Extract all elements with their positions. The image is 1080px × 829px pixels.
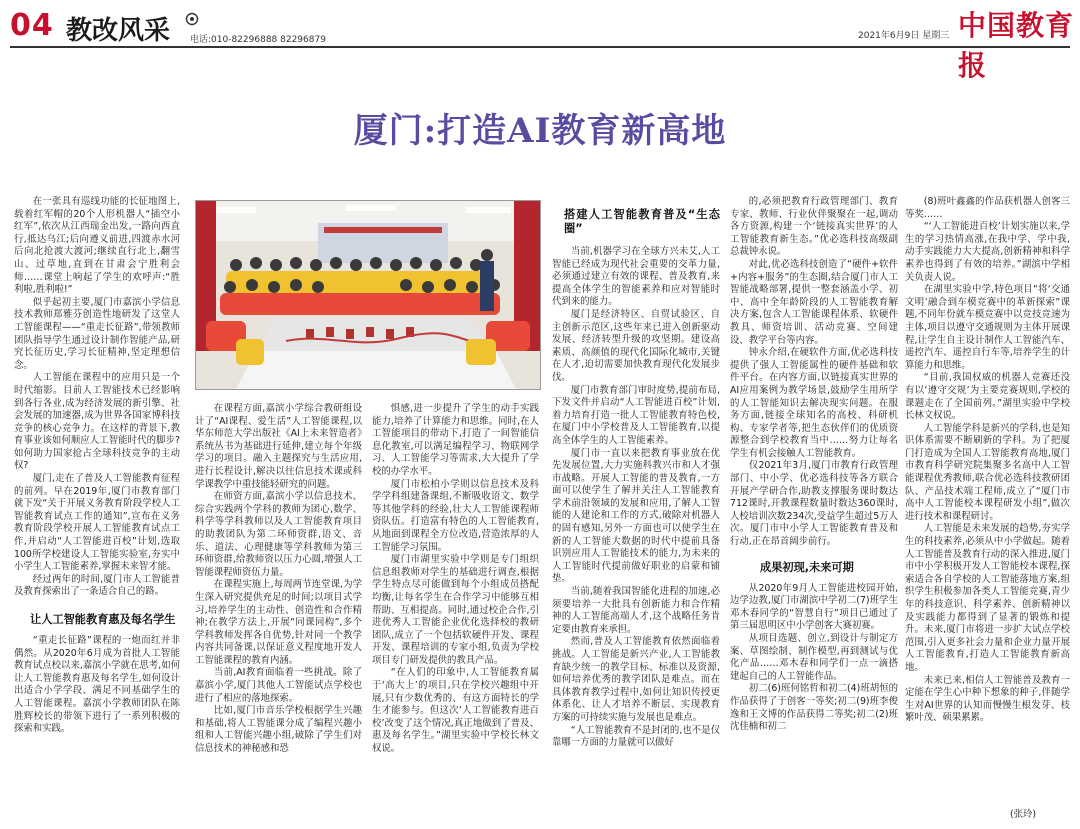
- paragraph: 厦门,走在了普及人工智能教育征程的前列。早在2019年,厦门市教育部门就下发“关于开展义务教育阶段学校人工智能教育试点工作的通知”,宣布在义务教育阶段学校开展人工智能教育试点工作,并启动“人工智能进百校”计划,选取100所学校建设人工智能实验室,夯实中小学生人工智能素养,掌握未来智才能。: [14, 473, 180, 573]
- paragraph: “‘人工智能进百校’计划实施以来,学生的学习热情高涨,在我中学、学中我,动手实践能力大大提高,创新精神和科学素养也得到了有效的培养。”湖滨中学相关负责人说。: [905, 221, 1070, 283]
- paragraph: 厦门市教育部门审时度势,提前布局,下发文件并启动“人工智能进百校”计划,着力培育打造一批人工智能教育特色校,在厦门中小学校普及人工智能教育,以提高全体学生的人工智能素养。: [552, 384, 720, 446]
- paragraph: 从项目选题、创立,到设计与制定方案、草图绘制、制作模型,再到测试与优化产品……邓木春和同学们一点一滴搭建起自己的人工智能作品。: [730, 633, 898, 682]
- article-column-3: [372, 403, 539, 813]
- paragraph: 在一张具有巡线功能的长征地图上,载着红军帽的20个人形机器人“插空小红军”,依次从江西瑞金出发,一路向西直行,抵达乌江;后向遵义前进,四渡赤水河后向北抢渡大渡河;继续直行北上,翻雪山、过草地,直到在甘肃会宁胜利会师……课堂上响起了学生的欢呼声:“胜利啦,胜利啦!”: [14, 196, 180, 296]
- paragraph: 人工智能是未来发展的趋势,夯实学生的科技素养,必须从中小学做起。随着人工智能普及教育行动的深入推进,厦门市中小学积极开发人工智能校本课程,探索适合各自学校的人工智能落地方案,组织学生积极参加各类人工智能竞赛,青少年的科技意识、科学素养、创新精神以及实践能力都得到了显著的锻炼和提升。未来,厦门市将进一步扩大试点学校范围,引入更多社会力量和企业力量开展人工智能教育,打造人工智能教育新高地。: [905, 523, 1070, 673]
- article-column-5: [730, 196, 898, 816]
- subheading: 搭建人工智能教育普及“生态圈”: [564, 208, 720, 235]
- paragraph: 对此,优必选科技创造了“硬件+软件+内容+服务”的生态圈,结合厦门市人工智能战略部署,提供一整套涵盖小学、初中、高中全年龄阶段的人工智能教育解决方案,包含人工智能课程体系、软硬件教具、师资培训、活动竞赛、空间建设、教学平台等内容。: [730, 258, 898, 346]
- article-headline: 厦门:打造AI教育新高地: [353, 111, 727, 151]
- article-column-1: [14, 196, 180, 816]
- paragraph: 厦门市一直以来把教育事业放在优先发展位置,大力实施科教兴市和人才强市战略。开展人工智能的普及教育,一方面可以使学生了解并关注人工智能教育学术前沿领域的发展和应用,了解人工智能的人建论和工作的方式,破除对机器人的固有感知,另外一方面也可以使学生在新的人工智能大数据的时代中提前具备识别应用人工智能技术的能力,为未来的人工智能时代提前做好职业的启蒙和铺垫。: [552, 447, 720, 585]
- paragraph: 仅2021年3月,厦门市教育行政管理部门、中小学、优必选科技等各方联合开展产学研合作,助教支撑服务课时数达712课时,开教课程数量时数达360课时,人校培训次数234次,受益学生超过5万人次。厦门市中小学人工智能教育普及和行动,正在昂首阔步前行。: [730, 460, 898, 548]
- paragraph: “重走长征路”课程的一炮而红并非偶然。从2020年6月成为首批人工智能教育试点校以来,嘉滨小学就在思考,如何让人工智能教育惠及每名学生,如何设计出适合小学学段、满足不同基础学生的人工智能课程。嘉滨小学教师团队在陈胜辉校长的带领下进行了一系列积极的探索和实践。: [14, 635, 180, 735]
- page-number: 04: [10, 8, 54, 43]
- article-column-2: [195, 403, 362, 813]
- paragraph: 当前,机器学习在全球方兴未艾,人工智能已经成为现代社会重要的交革力量,必须通过建立有效的课程、普及教育,来提高全体学生的智能素养和应对智能时代到来的能力。: [552, 246, 720, 308]
- paragraph: 在师资方面,嘉滨小学以信息技术、综合实践两个学科的教师为团心,数学、科学等学科教师以及人工智能教育项目的助教团队为第二环师资群,语文、音乐、道法、心理健康等学科教师为第三环师资群,给教师资以压力心圆,增强人工智能课程师资伍力量。: [195, 491, 362, 578]
- paragraph: 在课程方面,嘉滨小学综合教研组设计了“AI课程、爱生活”人工智能课程,以华东师范大学出版社《AI上未来智造者》系统丛书为基础进行延伸,建立每个年级学习的项目。融入主题探究与生活应用,进行长程设计,解决以往信息技术课或科学课教学中重技能轻研究的问题。: [195, 403, 362, 490]
- header-rule: [10, 46, 1070, 48]
- paragraph: 从2020年9月人工智能进校园开始,边学边教,厦门市湖滨中学初二(7)班学生邓木春同学的“智慧自行”项目已通过了第三届思明区中小学创客大赛初赛。: [730, 582, 898, 632]
- article-column-6: [905, 196, 1070, 816]
- newspaper-masthead: 中国教育报: [958, 9, 1075, 82]
- paragraph: 厦门市松柏小学则以信息技术及科学学科组建备课组,不断吸收语文、数学等其他学科的经验,壮大人工智能课程师资队伍。打造富有特色的人工智能教育,从地面到课程全方位改造,营造浓厚的人工智能学习氛围。: [372, 478, 539, 553]
- paragraph: “在人们的印象中,人工智能教育属于‘高大上’的项目,只在学校兴趣组中开展,只有少数优秀的、有这方面特长的学生才能参与。但这次‘人工智能教育进百校’改变了这个情况,真正地做到了普及、惠及每名学生。”湖里实验中学校长林文权说。: [372, 667, 539, 755]
- classroom-photo: [195, 200, 541, 390]
- subheading: 成果初现,未来可期: [760, 560, 854, 574]
- paragraph: 似乎起初主要,厦门市嘉滨小学信息技术教师郑雅芬创造性地研发了这堂人工智能课程——“重走长征路”,带领教师团队指导学生通过设计制作智能产品,研究长征历史,学习长征精神,坚定理想信念。: [14, 296, 180, 371]
- paragraph: 厦门是经济特区、自贸试验区、自主创新示范区,这些年来已进入创新驱动发展、经济转型升级的攻坚期。建设高素质、高颜值的现代化国际化城市,关键在人才,迫切需要加快教育现代化发展步伐。: [552, 308, 720, 383]
- paragraph: 当前,AI教育面临着一些挑战。除了嘉滨小学,厦门其他人工智能试点学校也进行了相应的落地探索。: [195, 667, 362, 704]
- paragraph: 钟永介绍,在硬软件方面,优必选科技提供了强人工智能属性的硬件基础和软件平台。在内容方面,以链接真实世界的AI应用案例为教学场景,鼓励学生用所学的人工智能知识去解决现实问题。在服务方面,链接全球知名的高校、科研机构、专家学者等,把生态伙伴们的优质资源整合到学校教育当中……努力让每名学生有机会接触人工智能教育。: [730, 347, 898, 459]
- paragraph: “人工智能教育不是封闭的,也不是仅靠哪一方面的力量就可以做好: [552, 724, 720, 749]
- section-title: 教改风采: [66, 16, 171, 46]
- section-ornament-icon: [185, 12, 199, 26]
- paragraph: 惧感,进一步提升了学生的动手实践能力,培养了计算能力和思维。同时,在人工智能项目的带动下,打造了一间智能信息化教室,可以满足编程学习、物联网学习、人工智能学习等需求,大大提升了学校的办学水平。: [372, 403, 539, 477]
- paragraph: 经过两年的时间,厦门市人工智能普及教育探索出了一条适合自己的路。: [14, 573, 180, 598]
- paragraph: 比如,厦门市音乐学校根据学生兴趣和基础,将人工智能课分成了编程兴趣小组和人工智能兴趣小组,破除了学生们对信息技术的神秘感和恐: [195, 705, 362, 755]
- article-column-4: [552, 208, 720, 816]
- classroom-photo-illustration: [196, 201, 540, 389]
- author-byline: (张玲): [1010, 809, 1037, 820]
- paragraph: 人工智能学科是新兴的学科,也是知识体系需要不断刷新的学科。为了把厦门打造成为全国人工智能教育高地,厦门市教育科学研究院集聚多名高中人工智能课程优秀教师,联合优必选科技教研团队、产品技术端工程师,成立了“厦门市高中人工智能校本课程研发小组”,做次进行技术和课程研讨。: [905, 422, 1070, 522]
- paragraph: 厦门市湖里实验中学则是专门组织信息组教师对学生的基础进行调查,根据学生特点尽可能做到每个小组成员搭配均衡,让每名学生在合作学习中能够互相帮助、互相提高。同时,通过校企合作,引进优秀人工智能企业优化选择校的教研团队,成立了一个包括软硬件开发、课程开发、课程培训的专家小组,负责为学校项目专门研发提供的教具产品。: [372, 554, 539, 666]
- paragraph: 在课程实施上,每周两节连堂课,为学生深入研究提供充足的时间;以项目式学习,培养学生的主动性、创造性和合作精神;在教学方法上,开展“同课同构”,多个学科教师发挥各自优势,针对同一个教学内容共同备课,以保证意义程度地开发人工智能课程的教育内涵。: [195, 579, 362, 666]
- paragraph: 然而,普及人工智能教育依然面临着挑战。人工智能是新兴产业,人工智能教育缺少统一的教学目标、标准以及资源,如何培养优秀的教学团队是难点。而在具体教育教学过程中,如何让知识传授更体系化、让人才培养不断层、实现教育方案的可持续实施与发展也是难点。: [552, 636, 720, 723]
- subheading: 让人工智能教育惠及每名学生: [30, 613, 176, 626]
- paragraph: (8)班叶鑫鑫的作品获机器人创客三等奖……: [905, 196, 1070, 220]
- paragraph: “目前,我国权威的机器人竞赛还没有以‘遵守交规’为主要竞赛规则,学校的课题走在了全国前列。”湖里实验中学校长林文权说。: [905, 372, 1070, 422]
- issue-date: 2021年6月9日 星期三: [858, 31, 950, 41]
- paragraph: 当前,随着我国智能化进程的加速,必须要培养一大批具有创新能力和合作精神的人工智能高端人才,这个战略任务肯定要由教育来承担。: [552, 586, 720, 635]
- paragraph: 初二(6)班何铭哲和初二(4)班胡恒的作品获得了于创客一等奖;初二(9)班李俊逸和王文博的作品获得二等奖;初二(2)班沈佳楠和初二: [730, 683, 898, 733]
- paragraph: 在湖里实验中学,特色项目“将‘交通文明’融合到车模竞赛中的革新探索”课题,不同年份就车模竞赛中以竞技竞速为主体,项目以遵守交通规则为主体开展课程,让学生自主设计制作人工智能汽车、遥控汽车、遥控自行车等,培养学生的计算能力和思维。: [905, 284, 1070, 371]
- paragraph: 的,必须把教育行政管理部门、教育专家、教师、行业伙伴聚聚在一起,调动各方资源,构建一个‘链接真实世界’的人工智能教育新生态。”优必选科技高级副总裁钟永说。: [730, 196, 898, 258]
- paragraph: 未来已来,相信人工智能普及教育一定能在学生心中种下想象的种子,伴随学生对AI世界的认知而慢慢生根发芽、枝繁叶茂、硕果累累。: [905, 674, 1070, 724]
- contact-phone: 电话:010-82296888 82296879: [190, 35, 326, 45]
- paragraph: 人工智能在课程中的应用只是一个时代缩影。目前人工智能技术已经影响到各行各业,成为经济发展的新引擎、社会发展的加速器,成为世界各国家博科技竞争的核心竞争力。在这样的背景下,教育事业该如何顺应人工智能时代的脚步?如何助力国家抢占全球科技竞争的主动权?: [14, 372, 180, 472]
